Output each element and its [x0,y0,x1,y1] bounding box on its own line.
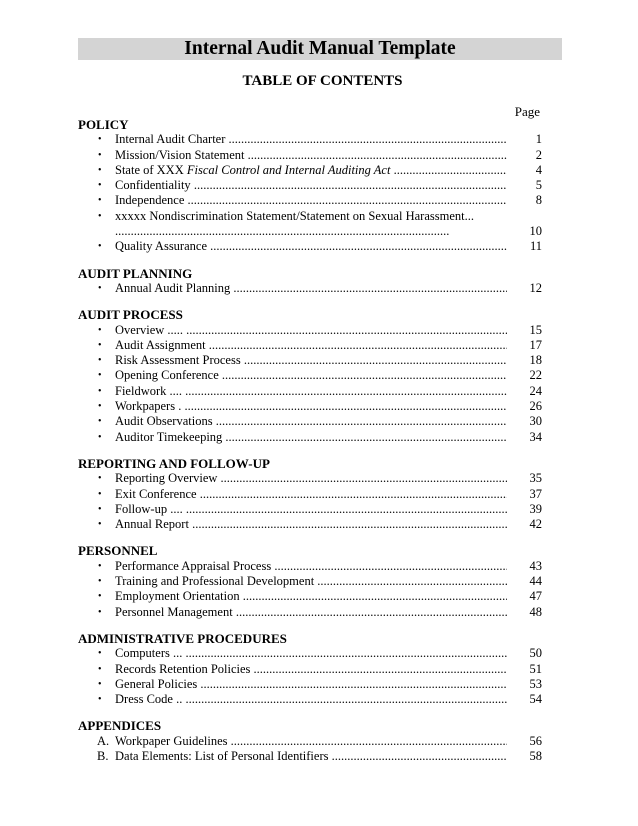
bullet-icon: • [98,355,102,367]
toc-entry[interactable] [78,163,544,178]
toc-entry[interactable] [78,148,544,163]
page-number: 24 [529,383,542,398]
bullet-icon: • [98,385,102,397]
toc-section [78,266,544,297]
toc-section [78,718,544,764]
page-number: 17 [529,337,542,352]
page-number: 39 [529,501,542,516]
entry-label: Mission/Vision Statement ..... [115,148,507,163]
section-title: ADMINISTRATIVE PROCEDURES [78,630,287,646]
bullet-icon: • [98,282,102,294]
toc-entry[interactable] [78,734,544,749]
page-number: 26 [529,399,542,414]
entry-label: Auditor Timekeeping ..... [115,430,507,445]
table-of-contents [78,117,544,775]
entry-label: Workpaper Guidelines ..... [115,734,507,749]
entry-label: General Policies ..... [115,677,507,692]
document-title: Internal Audit Manual Template [184,38,456,59]
entry-letter: A. [97,733,110,748]
page-number: 42 [529,517,542,532]
toc-entry[interactable] [78,353,544,368]
page-number: 18 [529,353,542,368]
toc-entry[interactable] [78,559,544,574]
toc-entry[interactable] [78,589,544,604]
page-number: 12 [529,280,542,295]
entry-label: Workpapers . ..... [115,399,507,414]
toc-section [78,307,544,445]
section-title: REPORTING AND FOLLOW-UP [78,455,270,471]
toc-entry[interactable] [78,605,544,620]
page-number: 2 [535,147,542,162]
entry-label: Dress Code .. ..... [115,692,507,707]
entry-label: Data Elements: List of Personal Identifiers ..... [115,749,507,764]
page-number: 50 [529,646,542,661]
toc-entry[interactable] [78,677,544,692]
entry-label: Exit Conference ..... [115,487,507,502]
entry-label: Employment Orientation ..... [115,589,507,604]
toc-heading: TABLE OF CONTENTS [242,73,403,89]
bullet-icon: • [98,416,102,428]
bullet-icon: • [98,180,102,192]
page-number: 10 [529,224,542,239]
bullet-icon: • [98,241,102,253]
bullet-icon: • [98,195,102,207]
toc-entry[interactable] [78,662,544,677]
bullet-icon: • [98,339,102,351]
toc-section [78,631,544,707]
toc-entry[interactable] [78,646,544,661]
section-title: PERSONNEL [78,543,158,559]
page-number: 54 [529,692,542,707]
bullet-icon: • [98,694,102,706]
bullet-icon: • [98,678,102,690]
toc-entry[interactable] [78,239,544,254]
entry-label: Annual Report ..... [115,517,507,532]
entry-label: Computers ... ..... [115,646,507,661]
entry-label: Personnel Management ..... [115,605,507,620]
entry-label: Performance Appraisal Process ..... [115,559,507,574]
bullet-icon: • [98,324,102,336]
entry-label: Records Retention Policies ..... [115,662,507,677]
toc-entry[interactable] [78,132,544,147]
bullet-icon: • [98,663,102,675]
page-number: 56 [529,733,542,748]
bullet-icon: • [98,370,102,382]
bullet-icon: • [98,473,102,485]
bullet-icon: • [98,648,102,660]
bullet-icon: • [98,401,102,413]
section-title: AUDIT PLANNING [78,265,193,281]
page-number: 51 [529,661,542,676]
entry-label: xxxxx Nondiscrimination Statement/Statement on Sexual Harassment... [115,208,474,223]
page-number: 44 [529,574,542,589]
toc-entry[interactable] [78,517,544,532]
bullet-icon: • [98,210,102,222]
entry-label: Internal Audit Charter ..... [115,132,507,147]
bullet-icon: • [98,164,102,176]
page-number: 47 [529,589,542,604]
entry-label: Follow-up .... ..... [115,502,507,517]
page-number: 15 [529,322,542,337]
toc-section [78,117,544,255]
bullet-icon: • [98,149,102,161]
page-number: 53 [529,676,542,691]
page-number: 8 [535,193,542,208]
bullet-icon: • [98,503,102,515]
bullet-icon: • [98,488,102,500]
toc-entry[interactable] [78,209,544,240]
page-number: 34 [529,429,542,444]
toc-entry[interactable] [78,471,544,486]
page-number: 22 [529,368,542,383]
page-number: 30 [529,414,542,429]
section-title: APPENDICES [78,718,162,734]
toc-entry[interactable] [78,487,544,502]
toc-entry[interactable] [78,430,544,445]
toc-entry[interactable] [78,178,544,193]
toc-entry[interactable] [78,323,544,338]
toc-section [78,456,544,532]
entry-label: Audit Observations ..... [115,414,507,429]
entry-label: Quality Assurance ..... [115,239,507,254]
entry-label: Audit Assignment ..... [115,338,507,353]
entry-label: Independence ..... [115,193,507,208]
page-number: 11 [529,239,542,254]
toc-entry[interactable] [78,193,544,208]
entry-label: Overview ..... ..... [115,323,507,338]
toc-entry[interactable] [78,368,544,383]
toc-section [78,543,544,619]
section-title: AUDIT PROCESS [78,307,183,323]
toc-entry[interactable] [78,281,544,296]
page-number: 58 [529,748,542,763]
toc-entry[interactable] [78,692,544,707]
entry-label: Confidentiality ..... [115,178,507,193]
toc-entry[interactable] [78,502,544,517]
toc-entry[interactable] [78,384,544,399]
bullet-icon: • [98,591,102,603]
page-number: 43 [529,558,542,573]
page-column-label: Page [514,104,540,119]
bullet-icon: • [98,431,102,443]
bullet-icon: • [98,576,102,588]
section-title: POLICY [78,117,129,132]
toc-entry[interactable] [78,749,544,764]
dot-leader [115,224,450,239]
toc-entry[interactable] [78,338,544,353]
bullet-icon: • [98,606,102,618]
entry-label: Opening Conference ..... [115,368,507,383]
entry-letter: B. [97,748,109,763]
page-number: 48 [529,604,542,619]
toc-entry[interactable] [78,574,544,589]
entry-label: Annual Audit Planning ..... [115,281,507,296]
bullet-icon: • [98,519,102,531]
bullet-icon: • [98,134,102,146]
entry-label: Fieldwork .... ..... [115,384,507,399]
entry-label: Training and Professional Development ..... [115,574,507,589]
toc-entry[interactable] [78,399,544,414]
page-number: 4 [535,162,542,177]
page-number: 37 [529,486,542,501]
entry-label: Reporting Overview ..... [115,471,507,486]
bullet-icon: • [98,560,102,572]
entry-label: Risk Assessment Process ..... [115,353,507,368]
page-number: 35 [529,471,542,486]
entry-label: State of XXX Fiscal Control and Internal Auditing Act ..... [115,163,507,178]
page-number: 1 [535,132,542,147]
page-number: 5 [535,178,542,193]
toc-entry[interactable] [78,414,544,429]
